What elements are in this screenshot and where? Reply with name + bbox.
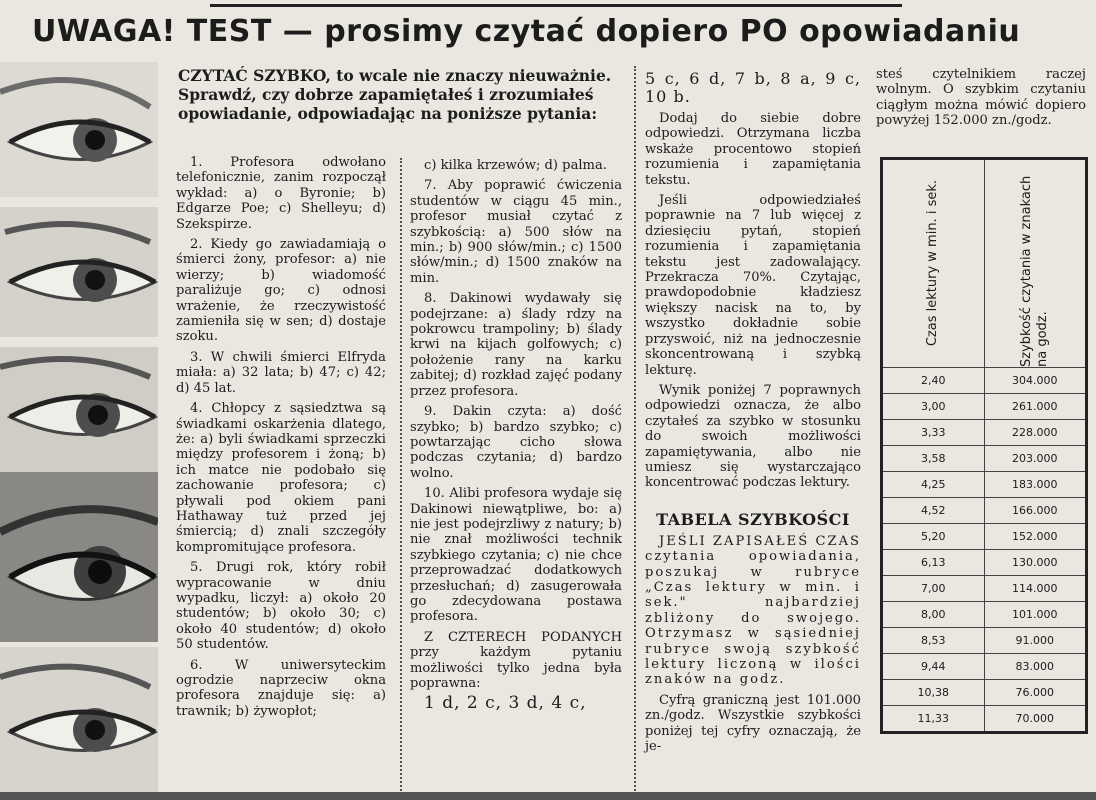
eye-illustrations [0,62,158,800]
time-cell: 4,25 [882,472,985,498]
table-row [882,498,1087,524]
table-row [882,576,1087,602]
question-6-cont: c) kilka krzewów; d) palma. [424,158,607,173]
question-9: 9. Dakin czyta: a) dość szybko; b) bardzo szybko; c) powtarzając cicho słowa podczas czytania; d) bardzo wolno. [410,404,622,481]
time-cell: 3,00 [882,394,985,420]
speed-cell: 166.000 [984,498,1087,524]
answers-key-part1: 1 d, 2 c, 3 d, 4 c, [424,693,587,714]
table-row [882,368,1087,394]
speed-table-header [882,159,1087,368]
table-row [882,654,1087,680]
question-7: 7. Aby poprawić ćwiczenia studentów w ciągu 45 min., profesor musiał czytać z szybkością: a) 500 słów na min.; b) 900 słów/min.; c) 1500 słów/min.; d) 1500 znaków na min. [410,178,622,286]
time-cell: 3,33 [882,420,985,446]
time-cell: 2,40 [882,368,985,394]
table-row [882,628,1087,654]
time-cell: 11,33 [882,706,985,733]
question-10: 10. Alibi profesora wydaje się Dakinowi niewątpliwe, bo: a) nie jest podejrzliwy z natury; b) nie znał możliwości technik szybkiego czytania; c) nie chce przeprowadzać dodatkowych przesłuchań; d) zasugerowała go zdecydowana postawa profesora. [410,486,622,625]
time-cell: 9,44 [882,654,985,680]
table-row [882,446,1087,472]
intro-paragraph: CZYTAĆ SZYBKO, to wcale nie znaczy nieuważnie. Sprawdź, czy dobrze zapamiętałeś i zrozumiałeś opowiadanie, odpowiadając na poniższe pytania: [178,66,612,123]
speed-conclusion [876,67,1086,134]
speed-cell: 228.000 [984,420,1087,446]
table-row [882,394,1087,420]
question-3: 3. W chwili śmierci Elfryda miała: a) 32 lata; b) 47; c) 42; d) 45 lat. [176,349,386,396]
table-row [882,706,1087,733]
time-cell: 3,58 [882,446,985,472]
eye-icon [0,472,158,642]
eye-icon [0,647,158,797]
speed-cell: 304.000 [984,368,1087,394]
header-time: Czas lektury w min. i sek. [925,180,941,347]
score-high: Jeśli odpowiedziałeś poprawnie na 7 lub więcej z dziesięciu pytań, stopień rozumienia i zapamiętania tekstu jest zadowalający. Przekracza 70%. Czytając, prawdopodobnie kładziesz większy nacisk na to, by wszystko dokładnie sobie przyswoić, niż na jednoczesnie skoncentrowaną i szybką lekturę. [645,193,861,378]
scoring-instructions: Dodaj do siebie dobre odpowiedzi. Otrzymana liczba wskaże procentowo stopień rozumienia i zapamiętania tekstu. [645,111,861,188]
time-cell: 7,00 [882,576,985,602]
questions-column-2 [410,158,622,717]
answers-intro: Z CZTERECH PODANYCH przy każdym pytaniu możliwości tylko jedna była poprawna: [410,629,622,691]
question-2: 2. Kiedy go zawiadamiają o śmierci żony, profesor: a) nie wierzy; b) wiadomość paraliżuje go; c) odnosi wrażenie, że rzeczywistość zamieniła się w sen; d) dostaje szoku. [176,237,386,345]
speed-cell: 261.000 [984,394,1087,420]
column-divider [400,158,402,798]
speed-cell: 130.000 [984,550,1087,576]
questions-column-1 [176,155,386,724]
question-5: 5. Drugi rok, który robił wypracowanie w dniu wypadku, liczył: a) około 20 studentów; b) około 30; c) około 40 studentów; d) około 50 studentów. [176,560,386,653]
top-rule [210,4,902,7]
speed-cell: 152.000 [984,524,1087,550]
speed-threshold: Cyfrą graniczną jest 101.000 zn./godz. Wszystkie szybkości poniżej tej cyfry oznaczają, że je- [645,692,861,755]
header-speed: Szybkość czytania w znakach na godz. [1018,175,1050,367]
speed-cell: 76.000 [984,680,1087,706]
table-row [882,680,1087,706]
table-row [882,420,1087,446]
table-row [882,550,1087,576]
table-row [882,472,1087,498]
speed-table-body [882,368,1087,733]
answers-key-part2: 5 c, 6 d, 7 b, 8 a, 9 c, 10 b. [645,69,861,106]
time-cell: 5,20 [882,524,985,550]
results-column [645,70,861,759]
speed-table-title: TABELA SZYBKOŚCI [656,509,850,529]
time-cell: 4,52 [882,498,985,524]
eye-icon [0,62,158,197]
question-8: 8. Dakinowi wydawały się podejrzane: a) ślady rdzy na pokrowcu trampoliny; b) ślady krwi na kijach golfowych; c) położenie rany na karku zabitej; d) rozkład zajęć podany przez profesora. [410,291,622,399]
score-low: Wynik poniżej 7 poprawnych odpowiedzi oznacza, że albo czytałeś za szybko w stosunku do swoich możliwości zapamiętywania, albo nie umiesz się wystarczająco koncentrować podczas lektury. [645,382,861,491]
speed-table [880,157,1088,734]
speed-conclusion-text: steś czytelnikiem raczej wolnym. O szybkim czytaniu ciągłym można mówić dopiero powyżej 152.000 zn./godz. [876,67,1086,129]
time-cell: 8,53 [882,628,985,654]
question-6: 6. W uniwersyteckim ogrodzie naprzeciw okna profesora znajduje się: a) trawnik; b) żywopłot; [176,657,386,719]
eye-icon [0,207,158,337]
speed-cell: 101.000 [984,602,1087,628]
speed-table-instructions: JEŚLI ZAPISAŁEŚ CZAS czytania opowiadania, poszukaj w rubryce „Czas lektury w min. i sek." najbardziej zbliżony do swojego. Otrzymasz w sąsiedniej rubryce swoją szybkość lektury liczoną w ilości znaków na godz. [645,533,861,688]
time-cell: 6,13 [882,550,985,576]
speed-cell: 203.000 [984,446,1087,472]
speed-cell: 91.000 [984,628,1087,654]
page-headline: UWAGA! TEST — prosimy czytać dopiero PO opowiadaniu [32,14,1021,49]
question-4: 4. Chłopcy z sąsiedztwa są świadkami oskarżenia dlatego, że: a) byli świadkami sprzeczki między profesorem i żoną; b) ich matce nie podobało się zachowanie profesora; c) pływali pod okiem pani Hathaway tuż przed jej śmiercią; d) znali szczegóły kompromitujące profesora. [176,401,386,555]
speed-cell: 70.000 [984,706,1087,733]
time-cell: 8,00 [882,602,985,628]
question-1: 1. Profesora odwołano telefonicznie, zanim rozpoczął wykład: a) o Byronie; b) Edgarze Poe; c) Shelleyu; d) Szekspirze. [176,155,386,232]
bottom-strip [0,792,1096,800]
table-row [882,602,1087,628]
eye-icon [0,347,158,472]
speed-cell: 83.000 [984,654,1087,680]
table-row [882,524,1087,550]
speed-cell: 183.000 [984,472,1087,498]
column-divider [634,66,636,798]
speed-cell: 114.000 [984,576,1087,602]
time-cell: 10,38 [882,680,985,706]
